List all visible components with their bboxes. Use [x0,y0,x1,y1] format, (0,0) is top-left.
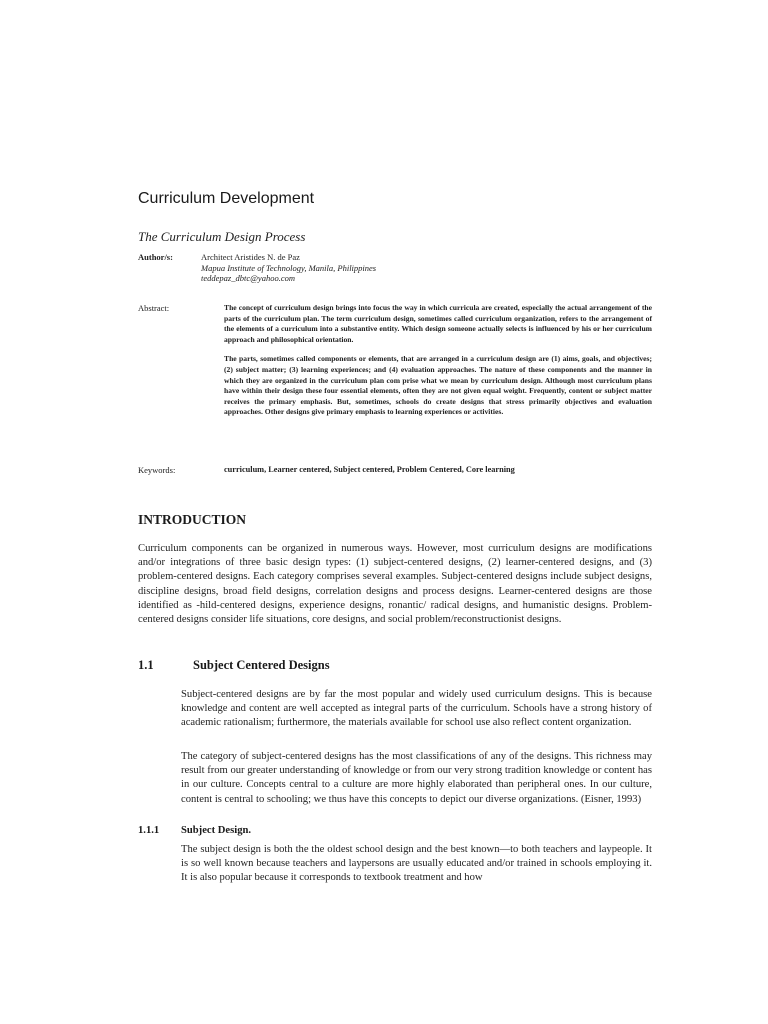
abstract-label: Abstract: [138,303,170,313]
abstract [224,303,652,427]
author-email: teddepaz_dbtc@yahoo.com [201,273,295,283]
section-1-1-paragraph-1: Subject-centered designs are by far the most popular and widely used curriculum designs. This is because knowledge and content are well accepted as integral parts of the curriculum. Schools have a strong history of academic rationalism; furthermore, the materials available for school use also reflect content organization. [181,689,652,729]
section-1-1-heading: Subject Centered Designs [193,658,330,672]
keywords-label: Keywords: [138,465,176,475]
section-1-1-1-heading: Subject Design. [181,825,252,836]
introduction-heading: INTRODUCTION [138,512,247,527]
section-1-1-paragraph-2: The category of subject-centered designs has the most classifications of any of the designs. This richness may result from our greater understanding of knowledge or from our very strong tradition knowledge or content has in our culture. Concepts central to a culture are more highly elaborated than peripheral ones. In our culture, content is central to schooling; we thus have this concepts to depict our diverse organizations. (Eisner, 1993) [181,751,652,805]
author-affiliation: Mapua Institute of Technology, Manila, Philippines [201,262,377,273]
author-label: Author/s: [138,252,173,262]
author-name: Architect Aristides N. de Paz [201,252,300,262]
section-1-1-1-number: 1.1.1 [138,825,160,836]
document-title: Curriculum Development [138,190,315,207]
abstract-paragraph-1: The concept of curriculum design brings into focus the way in which curricula are created, especially the actual arrangement of the parts of the curriculum plan. The term curriculum design, sometimes called curriculum organization, refers to the arrangement of the elements of a curriculum into a substantive entity. Which design someone actually selects is influenced by his or her curriculum approach and philosophical orientation. [224,303,652,344]
keywords-text: curriculum, Learner centered, Subject centered, Problem Centered, Core learning [224,465,515,474]
section-1-1-1-paragraph: The subject design is both the the oldest school design and the best known—to both teachers and laypeople. It is so well known because teachers and laypersons are usually educated and/or trained in schools employing it. It is also popular because it corresponds to textbook treatment and how [181,844,652,884]
abstract-paragraph-2: The parts, sometimes called components or elements, that are arranged in a curriculum design are (1) aims, goals, and objectives; (2) subject matter; (3) learning experiences; and (4) evaluation approaches. The nature of these components and the manner in which they are organized in the curriculum plan com prise what we mean by curriculum design. Although most curriculum plans have within their design these four essential elements, often they are not given equal weight. Frequently, content or subject matter receives the primary emphasis. But, sometimes, schools do create designs that stress primarily objectives and evaluation approaches. Other designs give primary emphasis to learning experiences or activities. [224,354,652,417]
introduction-paragraph: Curriculum components can be organized in numerous ways. However, most curriculum designs are modifications and/or integrations of three basic design types: (1) subject-centered designs, (2) learner-centered designs, and (3) problem-centered designs. Each category comprises several examples. Subject-centered designs include subject designs, discipline designs, broad field designs, correlation designs and process designs. Learner-centered designs are those identified as -hild-centered designs, experience designs, ronantic/ radical designs, and humanistic designs. Problem-centered designs consider life situations, core designs, and social problem/reconstructionist designs. [138,543,652,626]
section-1-1-number: 1.1 [138,658,154,672]
document-subtitle: The Curriculum Design Process [138,229,306,244]
author-block [201,252,376,284]
